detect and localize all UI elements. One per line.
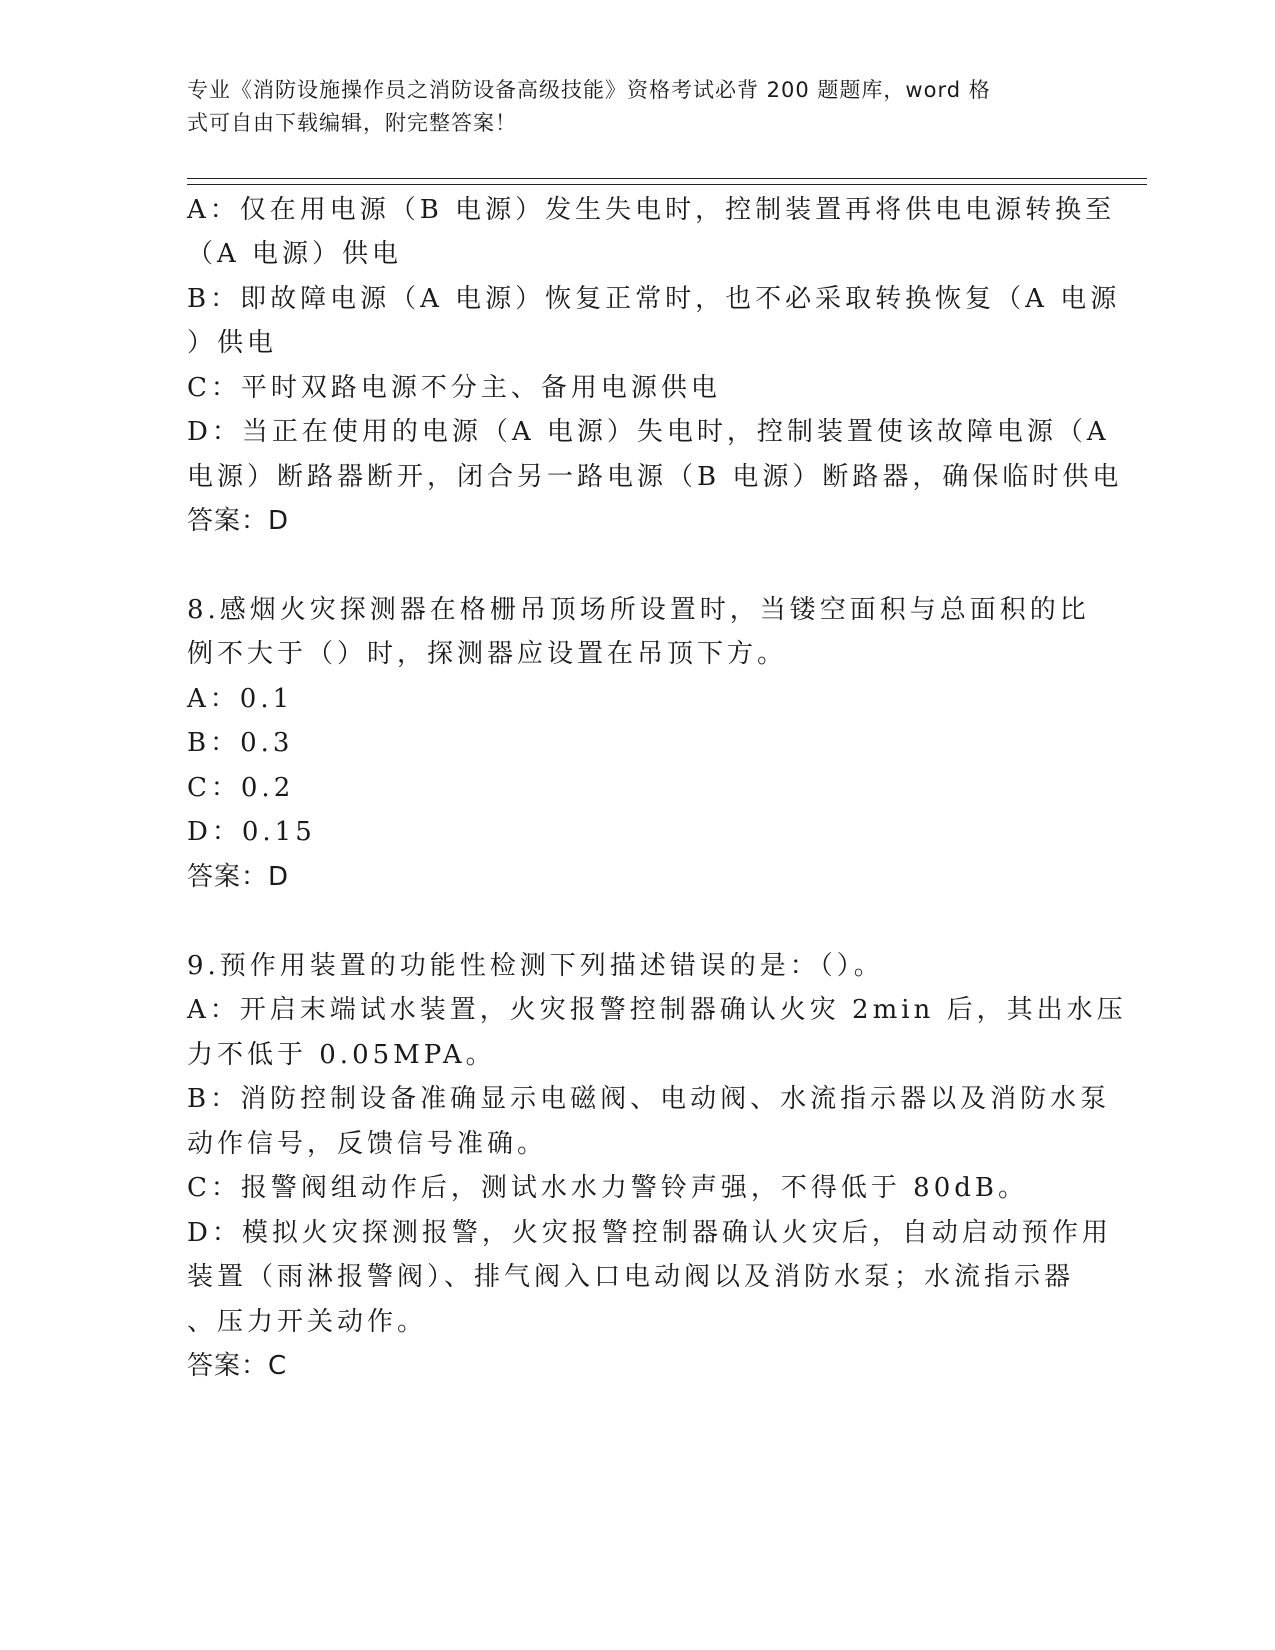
q7-option-b-line-2: ）供电 xyxy=(187,328,278,358)
q8-option-b: B：0.3 xyxy=(187,728,294,758)
q8-option-d: D：0.15 xyxy=(187,817,316,847)
q8-option-c: C：0.2 xyxy=(187,773,295,803)
q9-option-a-line-1: A：开启末端试水装置，火灾报警控制器确认火灾 2min 后，其出水压 xyxy=(187,995,1127,1025)
q7-option-d-line-1: D：当正在使用的电源（A 电源）失电时，控制装置使该故障电源（A xyxy=(187,417,1110,447)
q8-stem-line-1: 8.感烟火灾探测器在格栅吊顶场所设置时，当镂空面积与总面积的比 xyxy=(187,595,1090,625)
q7-answer: 答案：D xyxy=(187,506,290,536)
document-header xyxy=(187,74,1087,140)
q9-stem: 9.预作用装置的功能性检测下列描述错误的是：（）。 xyxy=(187,951,884,981)
q9-option-d-line-1: D：模拟火灾探测报警，火灾报警控制器确认火灾后，自动启动预作用 xyxy=(187,1218,1112,1248)
header-line-2: 式可自由下载编辑，附完整答案！ xyxy=(187,111,517,135)
q8-stem-line-2: 例不大于（）时，探测器应设置在吊顶下方。 xyxy=(187,639,788,669)
q7-option-b-line-1: B：即故障电源（A 电源）恢复正常时，也不必采取转换恢复（A 电源 xyxy=(187,284,1121,314)
q7-option-a-line-1: A：仅在用电源（B 电源）发生失电时，控制装置再将供电电源转换至 xyxy=(187,195,1116,225)
q9-option-b-line-2: 动作信号，反馈信号准确。 xyxy=(187,1129,548,1159)
q7-option-a-line-2: （A 电源）供电 xyxy=(187,239,403,269)
q7-option-d-line-2: 电源）断路器断开，闭合另一路电源（B 电源）断路器，确保临时供电 xyxy=(187,462,1123,492)
q9-option-d-line-3: 、压力开关动作。 xyxy=(187,1307,428,1337)
q9-answer: 答案：C xyxy=(187,1351,288,1381)
q9-option-a-line-2: 力不低于 0.05MPA。 xyxy=(187,1040,496,1070)
header-divider-bottom xyxy=(187,184,1147,185)
header-divider-top xyxy=(187,178,1147,179)
q8-answer: 答案：D xyxy=(187,862,290,892)
q9-option-c: C：报警阀组动作后，测试水水力警铃声强，不得低于 80dB。 xyxy=(187,1173,1028,1203)
q8-option-a: A：0.1 xyxy=(187,684,294,714)
q7-option-c: C：平时双路电源不分主、备用电源供电 xyxy=(187,373,721,403)
q9-option-b-line-1: B：消防控制设备准确显示电磁阀、电动阀、水流指示器以及消防水泵 xyxy=(187,1084,1111,1114)
header-line-1: 专业《消防设施操作员之消防设备高级技能》资格考试必背 200 题题库，word 格 xyxy=(187,78,991,102)
q9-option-d-line-2: 装置（雨淋报警阀）、排气阀入口电动阀以及消防水泵；水流指示器 xyxy=(187,1262,1075,1292)
